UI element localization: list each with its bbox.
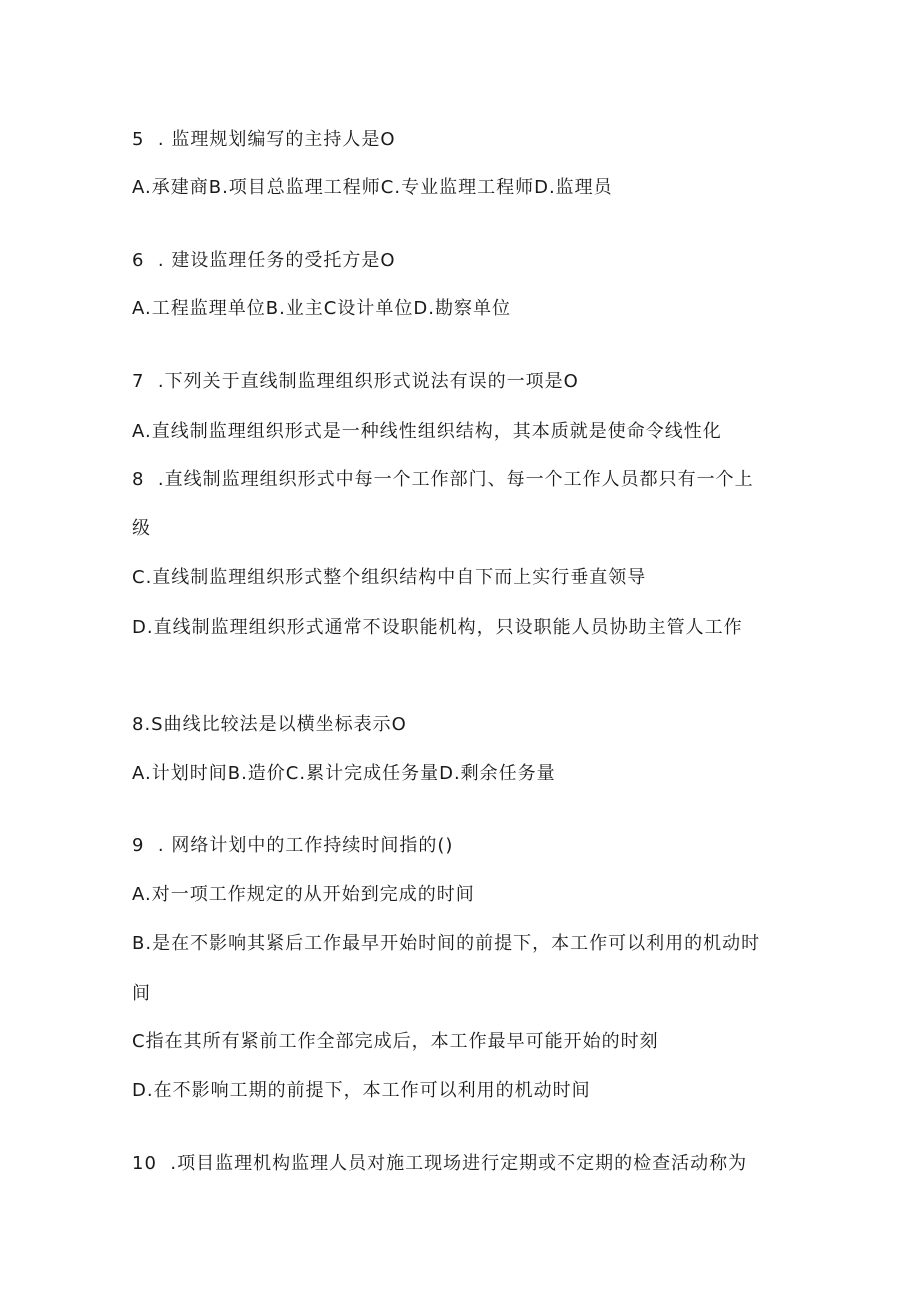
question-9-stem: 9 . 网络计划中的工作持续时间指的() <box>132 835 454 856</box>
question-6-stem: 6 . 建设监理任务的受托方是O <box>132 250 396 271</box>
question-8-stem: 8.S曲线比较法是以横坐标表示O <box>132 714 407 735</box>
question-6-options: A.工程监理单位B.业主C设计单位D.勘察单位 <box>132 298 511 319</box>
question-5-options: A.承建商B.项目总监理工程师C.专业监理工程师D.监理员 <box>132 177 613 198</box>
question-9-option-d: D.在不影响工期的前提下，本工作可以利用的机动时间 <box>132 1080 591 1101</box>
question-7-option-a: A.直线制监理组织形式是一种线性组织结构，其本质就是使命令线性化 <box>132 421 722 442</box>
question-9-option-b: B.是在不影响其紧后工作最早开始时间的前提下，本工作可以利用的机动时 <box>132 933 761 954</box>
question-8-options: A.计划时间B.造价C.累计完成任务量D.剩余任务量 <box>132 763 556 784</box>
question-9-option-b-continued: 间 <box>132 983 151 1004</box>
question-9-option-c: C指在其所有紧前工作全部完成后，本工作最早可能开始的时刻 <box>132 1031 659 1052</box>
question-9-option-a: A.对一项工作规定的从开始到完成的时间 <box>132 884 475 905</box>
question-7-option-d: D.直线制监理组织形式通常不设职能机构，只设职能人员协助主管人工作 <box>132 617 743 638</box>
question-10-stem: 10 .项目监理机构监理人员对施工现场进行定期或不定期的检查活动称为 <box>132 1153 748 1174</box>
question-5-stem: 5 . 监理规划编写的主持人是O <box>132 129 396 150</box>
question-7-option-b-continued: 级 <box>132 518 151 539</box>
question-7-option-c: C.直线制监理组织形式整个组织结构中自下而上实行垂直领导 <box>132 567 647 588</box>
question-7-option-b: 8 .直线制监理组织形式中每一个工作部门、每一个工作人员都只有一个上 <box>132 469 754 490</box>
question-7-stem: 7 .下列关于直线制监理组织形式说法有误的一项是O <box>132 371 579 392</box>
